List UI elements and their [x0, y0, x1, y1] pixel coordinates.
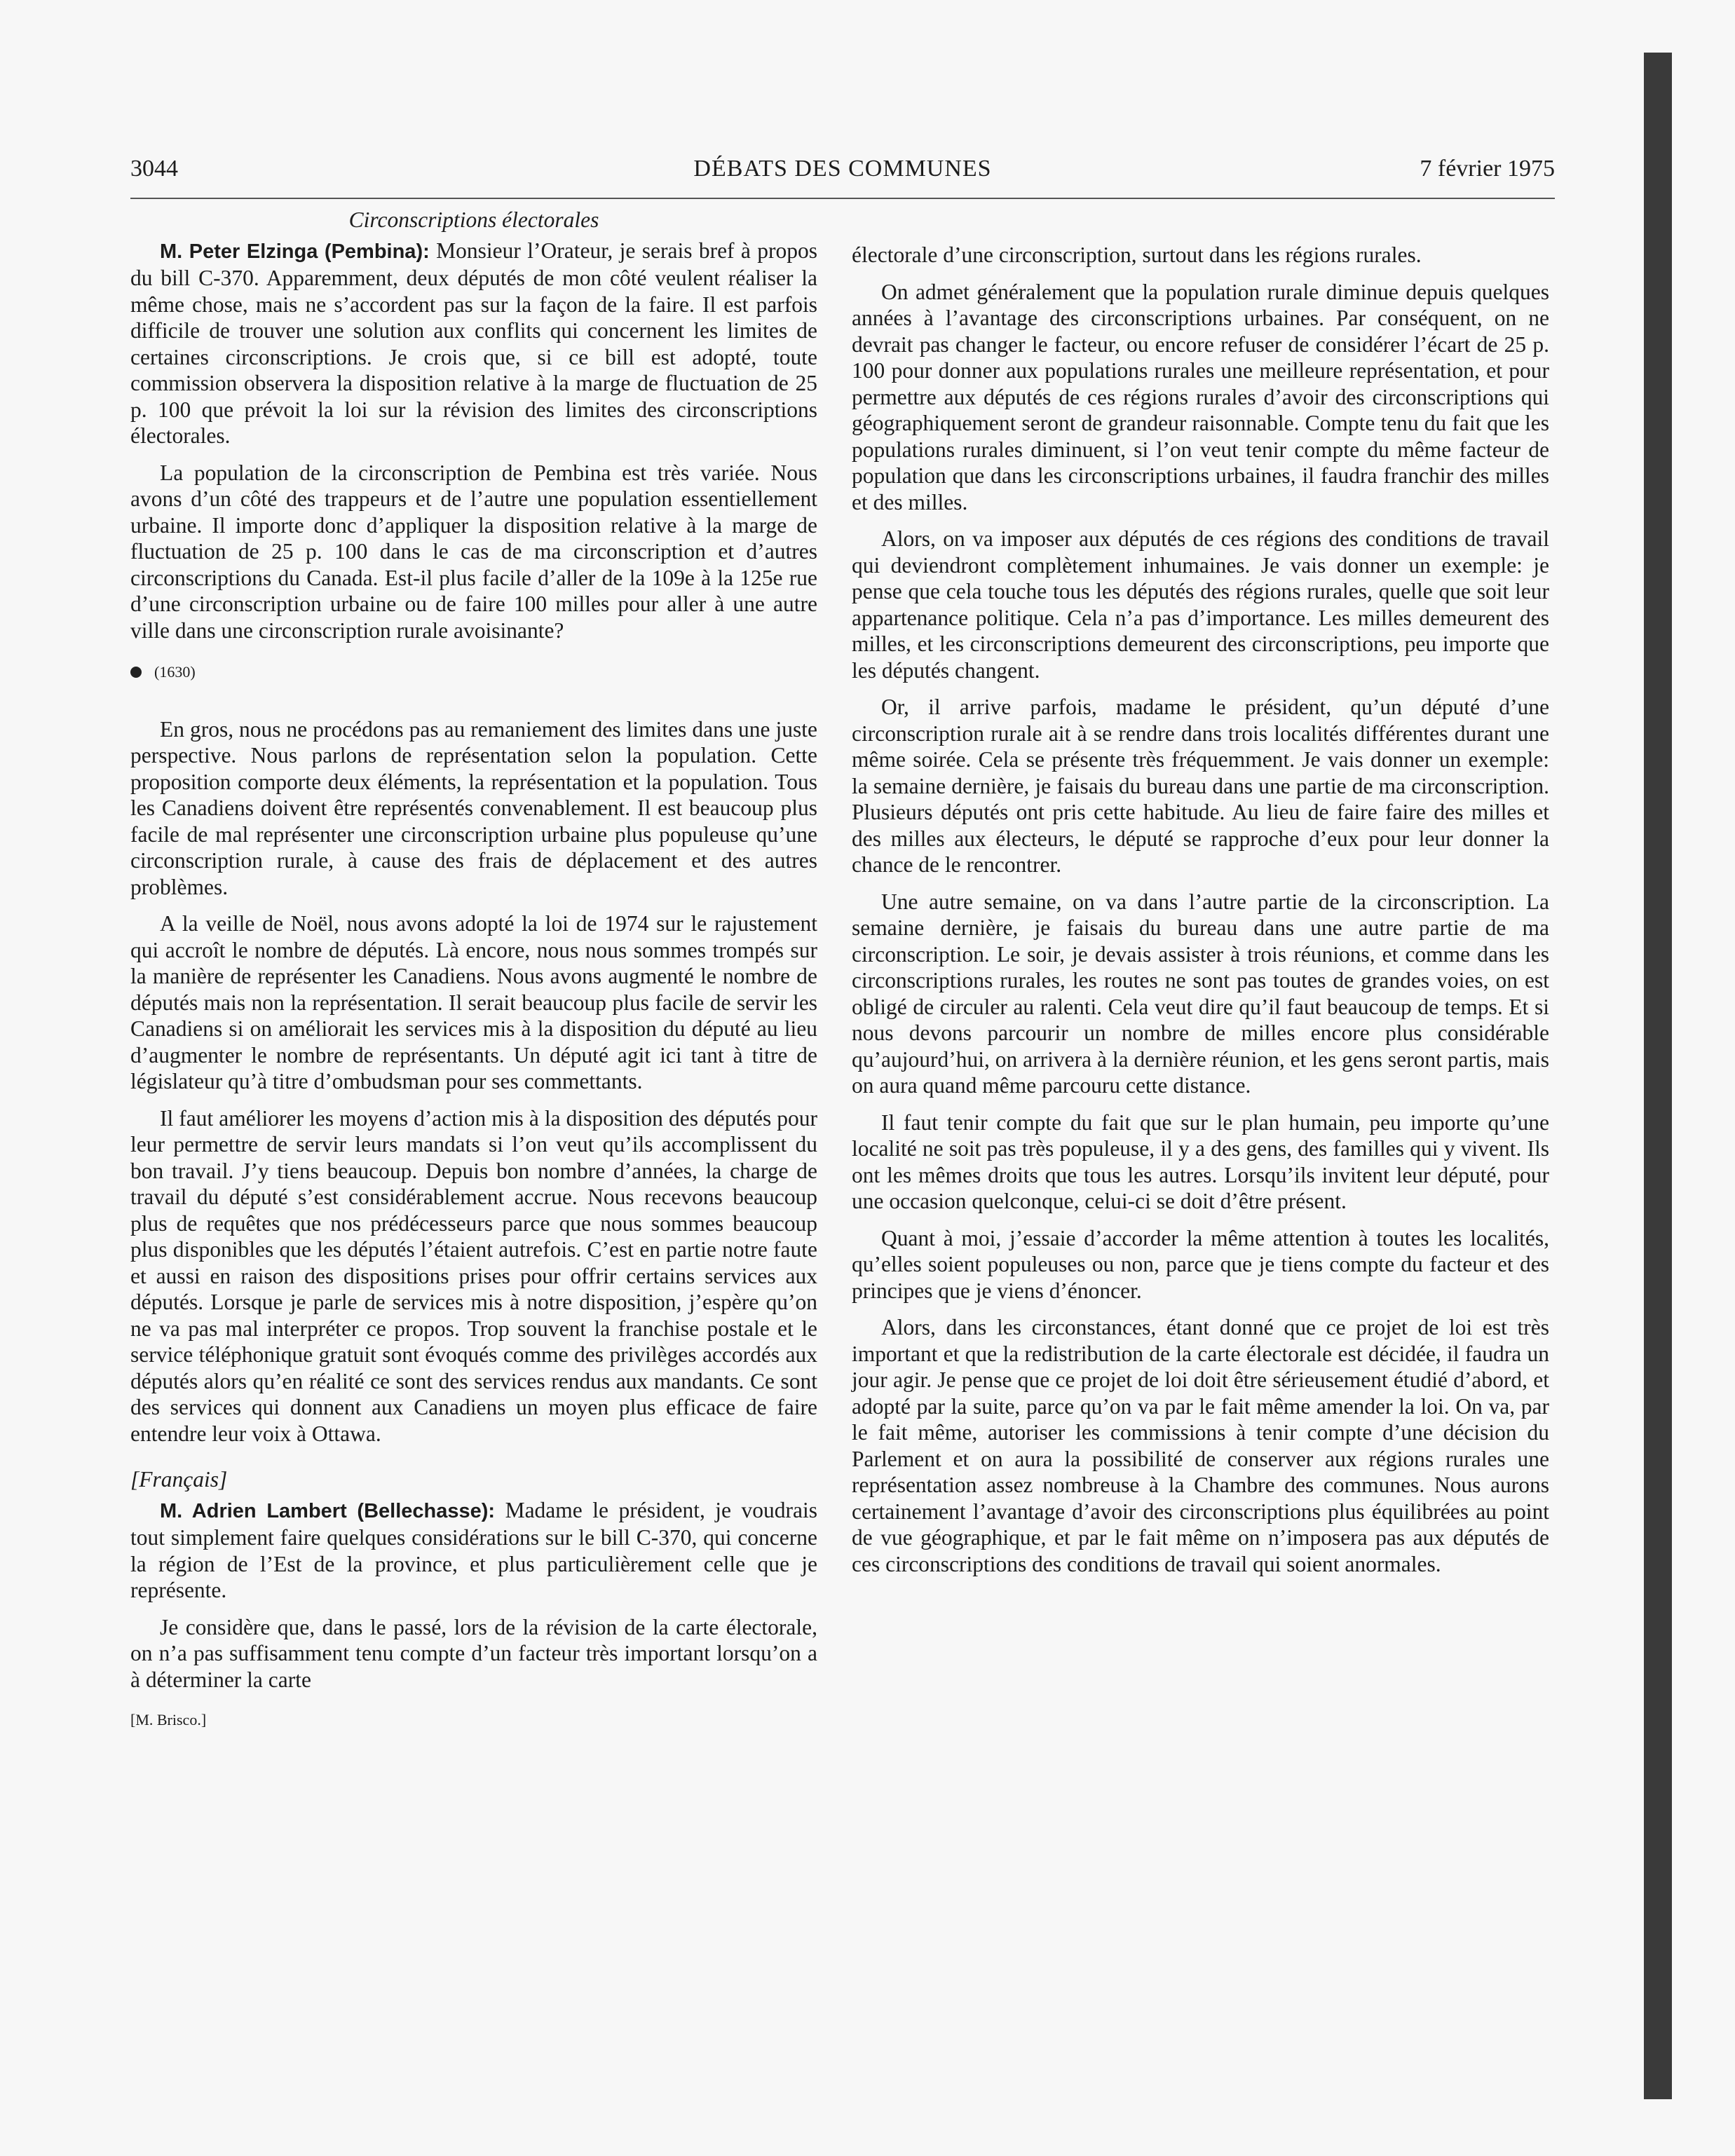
time-marker-text: (1630) — [154, 663, 196, 681]
bullet-icon — [130, 667, 142, 678]
paragraph: Quant à moi, j’essaie d’accorder la même attention à toutes les localités, qu’elles soient populeuses ou non, parce que je tiens compte du facteur et des principes que je viens d’énoncer. — [852, 1225, 1549, 1303]
scan-edge-bar — [1644, 53, 1672, 2099]
speaker-name: M. Peter Elzinga (Pembina): — [160, 240, 430, 263]
paragraph: La population de la circonscription de Pembina est très variée. Nous avons d’un côté des trappeurs et de l’autre une population essentiellement urbaine. Il importe donc d’appliquer la disposition relative à la marge de fluctuation de 25 p. 100 dans le cas de ma circonscription et d’autres circonscriptions du Canada. Est-il plus facile d’aller de la 109e à la 125e rue d’une circonscription urbaine ou de faire 100 milles pour aller à une autre ville dans une circonscription rurale avoisinante? — [130, 460, 817, 643]
page-number: 3044 — [130, 156, 178, 182]
paragraph: Or, il arrive parfois, madame le président, qu’un député d’une circonscription rurale ait à se rendre dans trois localités différentes durant une même soirée. Cela se présente très fréquemment. Je vais donner un exemple: la semaine dernière, je faisais du bureau dans une partie de ma circonscription. Plusieurs députés ont pris cette habitude. Au lieu de faire faire des milles et des milles aux électeurs, le député se rapproche d’eux pour leur donner la chance de le rencontrer. — [852, 695, 1549, 877]
left-column — [130, 207, 817, 1733]
paragraph: A la veille de Noël, nous avons adopté la loi de 1974 sur le rajustement qui accroît le nombre de députés. Là encore, nous nous sommes trompés sur la manière de représenter les Canadiens. Nous avons augmenté le nombre de députés mais non la représentation. Il serait beaucoup plus facile de servir les Canadiens si on améliorait les services mis à la disposition du député au lieu d’augmenter le nombre de représentants. Un député agit ici tant à titre de législateur qu’à titre d’ombudsman pour ses commettants. — [130, 911, 817, 1093]
paragraph: Il faut tenir compte du fait que sur le plan humain, peu importe qu’une localité ne soit pas très populeuse, il y a des gens, des familles qui y vivent. Ils ont les mêmes droits que tous les autres. Lorsqu’ils invitent leur député, pour une occasion quelconque, celui-ci se doit d’être présent. — [852, 1110, 1549, 1213]
right-column — [852, 242, 1549, 1588]
paragraph: Il faut améliorer les moyens d’action mis à la disposition des députés pour leur permettre de servir leurs mandats si l’on veut qu’ils accomplissent du bon travail. J’y tiens beaucoup. Depuis bon nombre d’années, la charge de travail du député s’est considérablement accrue. Nous recevons beaucoup plus de requêtes que nos prédécesseurs parce que nous sommes beaucoup plus disponibles que les députés l’étaient autrefois. C’est en partie notre faute et aussi en raison des dispositions prises pour offrir certains services aux députés. Lorsque je parle de services mis à notre disposition, j’espère qu’on ne va pas mal interpréter ce propos. Trop souvent la franchise postale et le service téléphonique gratuit sont évoqués comme des privilèges accordés aux députés alors qu’en réalité ce sont des services rendus aux mandants. Ce sont des services qui donnent aux Canadiens un moyen plus efficace de faire entendre leur voix à Ottawa. — [130, 1105, 817, 1446]
publication-title: DÉBATS DES COMMUNES — [693, 156, 992, 182]
time-marker — [130, 659, 817, 685]
paragraph: Alors, on va imposer aux députés de ces régions des conditions de travail qui deviendront complètement inhumaines. Je vais donner un exemple: je pense que cela touche tous les députés des régions rurales, quelle que soit leur appartenance politique. Cela n’a pas d’importance. Les milles demeurent des milles, et les circonscriptions demeurent des circonscriptions, peu importe que les députés changent. — [852, 526, 1549, 683]
paragraph: Je considère que, dans le passé, lors de la révision de la carte électorale, on n’a pas suffisamment tenu compte d’un facteur très important lorsqu’on a à déterminer la carte — [130, 1614, 817, 1692]
paragraph-text: Madame le président, je voudrais tout simplement faire quelques considérations sur le bill C-370, qui concerne la région de l’Est de la province, et plus particulièrement celle que je représente. — [130, 1497, 818, 1602]
paragraph: électorale d’une circonscription, surtout dans les régions rurales. — [852, 243, 1422, 267]
paragraph: Une autre semaine, on va dans l’autre partie de la circonscription. La semaine dernière, je faisais du bureau dans une autre partie de ma circonscription. Le soir, je devais assister à trois réunions, et comme dans les circonscriptions rurales, les routes ne sont pas toutes de grandes voies, on est obligé de circuler au ralenti. Cela veut dire qu’il faut beaucoup de temps. Et si nous devons parcourir un nombre de milles encore plus considérable qu’aujourd’hui, on arrivera à la dernière réunion, et les gens seront partis, mais on aura quand même parcouru cette distance. — [852, 889, 1549, 1098]
paragraph: Alors, dans les circonstances, étant donné que ce projet de loi est très important et que la redistribution de la carte électorale est décidée, il faudra un jour agir. Je pense que ce projet de loi doit être sérieusement étudié d’abord, et adopté par la suite, parce qu’on va par le fait même amender la loi. On va, par le fait même, autoriser les commissions à tenir compte d’une décision du Parlement et on aura la possibilité de conserver aux régions rurales une représentation assez nombreuse à la Chambre des communes. Nous aurons certainement l’avantage d’avoir des circonscriptions plus équilibrées au point de vue géographique, et par le fait même on n’imposera pas aux députés de ces circonscriptions des conditions de travail qui soient anormales. — [852, 1315, 1549, 1576]
section-title: Circonscriptions électorales — [348, 207, 599, 232]
paragraph: On admet généralement que la population rurale diminue depuis quelques années à l’avantage des circonscriptions urbaines. Par conséquent, on ne devrait pas changer le facteur, ou encore refuser de considérer l’écart de 25 p. 100 pour donner aux populations rurales une meilleure représentation, et pour permettre aux députés de ces régions rurales d’avoir des circonscriptions qui géographiquement seront de grandeur raisonnable. Compte tenu du fait que les populations rurales diminuent, si l’on veut tenir compte du même facteur de population que dans les circonscriptions urbaines, il faudra franchir des milles et des milles. — [852, 279, 1549, 514]
paragraph — [130, 1497, 817, 1604]
paragraph — [130, 238, 817, 449]
paragraph-text: Monsieur l’Orateur, je serais bref à propos du bill C-370. Apparemment, deux députés de mon côté veulent réaliser la même chose, mais ne s’accordent pas sur la façon de la faire. Il est parfois difficile de trouver une solution aux conflits qui concernent les limites de certaines circonscriptions. Je crois que, si ce bill est adopté, toute commission observera la disposition relative à la marge de fluctuation de 25 p. 100 que prévoit la loi sur la révision des limites des circonscriptions électorales. — [130, 238, 818, 448]
footnote: [M. Brisco.] — [130, 1711, 207, 1728]
speaker-name: M. Adrien Lambert (Bellechasse): — [160, 1499, 496, 1522]
page-date: 7 février 1975 — [1420, 156, 1555, 182]
paragraph: En gros, nous ne procédons pas au remaniement des limites dans une juste perspective. Nous parlons de représentation selon la population. Cette proposition comporte deux éléments, la représentation et la population. Tous les Canadiens doivent être représentés convenablement. Il est beaucoup plus facile de mal représenter une circonscription urbaine plus populeuse qu’une circonscription rurale, à cause des frais de déplacement et des autres problèmes. — [130, 716, 817, 899]
language-label: [Français] — [130, 1467, 228, 1492]
page-header — [130, 156, 1555, 199]
